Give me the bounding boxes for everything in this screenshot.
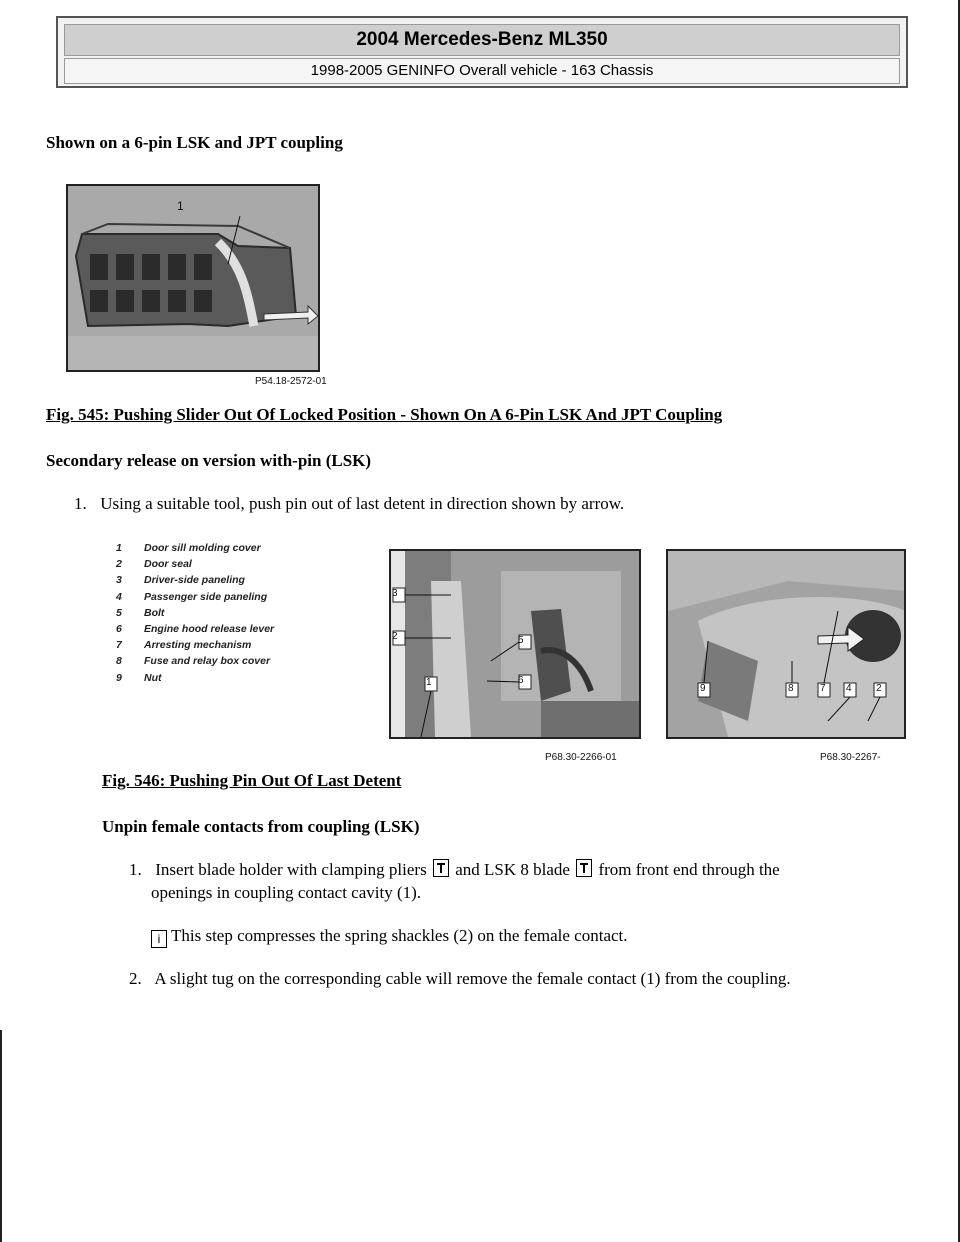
step-text-b: and LSK 8 blade [455, 860, 570, 879]
section-1-step-1 [74, 494, 624, 514]
section-1-heading: Secondary release on version with-pin (LSK) [46, 451, 372, 470]
legend-number: 9 [116, 671, 122, 684]
figure-545-callout-1: 1 [177, 199, 184, 213]
figure-546-b-id: P68.30-2267- [820, 752, 881, 763]
note-text: This step compresses the spring shackles (2) on the female contact. [171, 926, 628, 945]
document-subtitle: 1998-2005 GENINFO Overall vehicle - 163 Chassis [64, 58, 900, 84]
intro-text: Shown on a 6-pin LSK and JPT coupling [46, 133, 343, 152]
figure-546-image-a [389, 549, 641, 739]
figure-545-image [66, 184, 320, 372]
legend-label: Bolt [144, 606, 165, 619]
legend-item [116, 558, 316, 574]
legend-number: 3 [116, 574, 122, 587]
document-header [56, 16, 908, 88]
figure-546-b-callout-7: 7 [820, 683, 826, 694]
coupling-illustration [68, 186, 318, 370]
step-text-a: Insert blade holder with clamping pliers [155, 860, 427, 879]
step-number: 1. [129, 860, 142, 879]
step-number: 1. [74, 494, 87, 513]
section-2-step-1 [129, 859, 780, 880]
figure-546-a-callout-5: 5 [518, 635, 524, 646]
section-2-step-1-continued: openings in coupling contact cavity (1). [151, 883, 422, 902]
legend-label: Nut [144, 671, 162, 684]
figure-546-a-callout-6: 6 [518, 675, 524, 686]
legend-number: 8 [116, 655, 122, 668]
legend-label: Passenger side paneling [144, 590, 268, 603]
legend-number: 6 [116, 622, 122, 635]
figure-546-a-callout-3: 3 [392, 588, 398, 599]
driver-footwell-illustration [391, 551, 639, 737]
document-title: 2004 Mercedes-Benz ML350 [64, 24, 900, 56]
step-number: 2. [129, 969, 142, 988]
legend-item [116, 607, 316, 623]
legend-number: 7 [116, 639, 122, 652]
figure-546-b-callout-2: 2 [876, 683, 882, 694]
figure-545-id: P54.18-2572-01 [255, 376, 327, 387]
figure-546-b-callout-8: 8 [788, 683, 794, 694]
section-2-note [151, 926, 628, 948]
legend-item [116, 542, 316, 558]
figure-546-b-callout-9: 9 [700, 683, 706, 694]
legend-label: Door seal [144, 558, 192, 571]
section-2-step-2 [129, 969, 791, 989]
step-text: A slight tug on the corresponding cable will remove the female contact (1) from the coupling. [154, 969, 791, 988]
legend-number: 1 [116, 542, 122, 554]
tool-icon[interactable] [433, 859, 449, 877]
legend-item [116, 655, 316, 671]
passenger-footwell-illustration [668, 551, 906, 737]
legend-label: Engine hood release lever [144, 622, 275, 635]
figure-546-a-id: P68.30-2266-01 [545, 752, 617, 763]
step-text: Using a suitable tool, push pin out of last detent in direction shown by arrow. [100, 494, 625, 513]
figure-546-caption: Fig. 546: Pushing Pin Out Of Last Detent [102, 771, 402, 790]
legend-item [116, 623, 316, 639]
legend-item [116, 672, 316, 688]
legend-item [116, 574, 316, 590]
figure-546-b-callout-4: 4 [846, 683, 852, 694]
figure-546-legend [116, 542, 316, 688]
info-icon: i [151, 930, 167, 948]
legend-number: 4 [116, 590, 122, 603]
legend-item [116, 639, 316, 655]
legend-label: Driver-side paneling [144, 574, 245, 587]
figure-546-a-callout-2: 2 [392, 631, 398, 642]
figure-546-image-b [666, 549, 906, 739]
legend-number: 5 [116, 606, 122, 619]
section-2-heading: Unpin female contacts from coupling (LSK) [102, 817, 420, 836]
tool-icon[interactable] [576, 859, 592, 877]
figure-545-caption: Fig. 545: Pushing Slider Out Of Locked Position - Shown On A 6-Pin LSK And JPT Coupling [46, 405, 723, 424]
legend-number: 2 [116, 558, 122, 571]
legend-label: Door sill molding cover [144, 542, 261, 554]
legend-label: Fuse and relay box cover [144, 655, 271, 668]
legend-label: Arresting mechanism [144, 639, 252, 652]
step-text-c: from front end through the [598, 860, 780, 879]
legend-item [116, 591, 316, 607]
page-edge-left [0, 1030, 2, 1242]
figure-546-a-callout-1: 1 [426, 677, 432, 688]
